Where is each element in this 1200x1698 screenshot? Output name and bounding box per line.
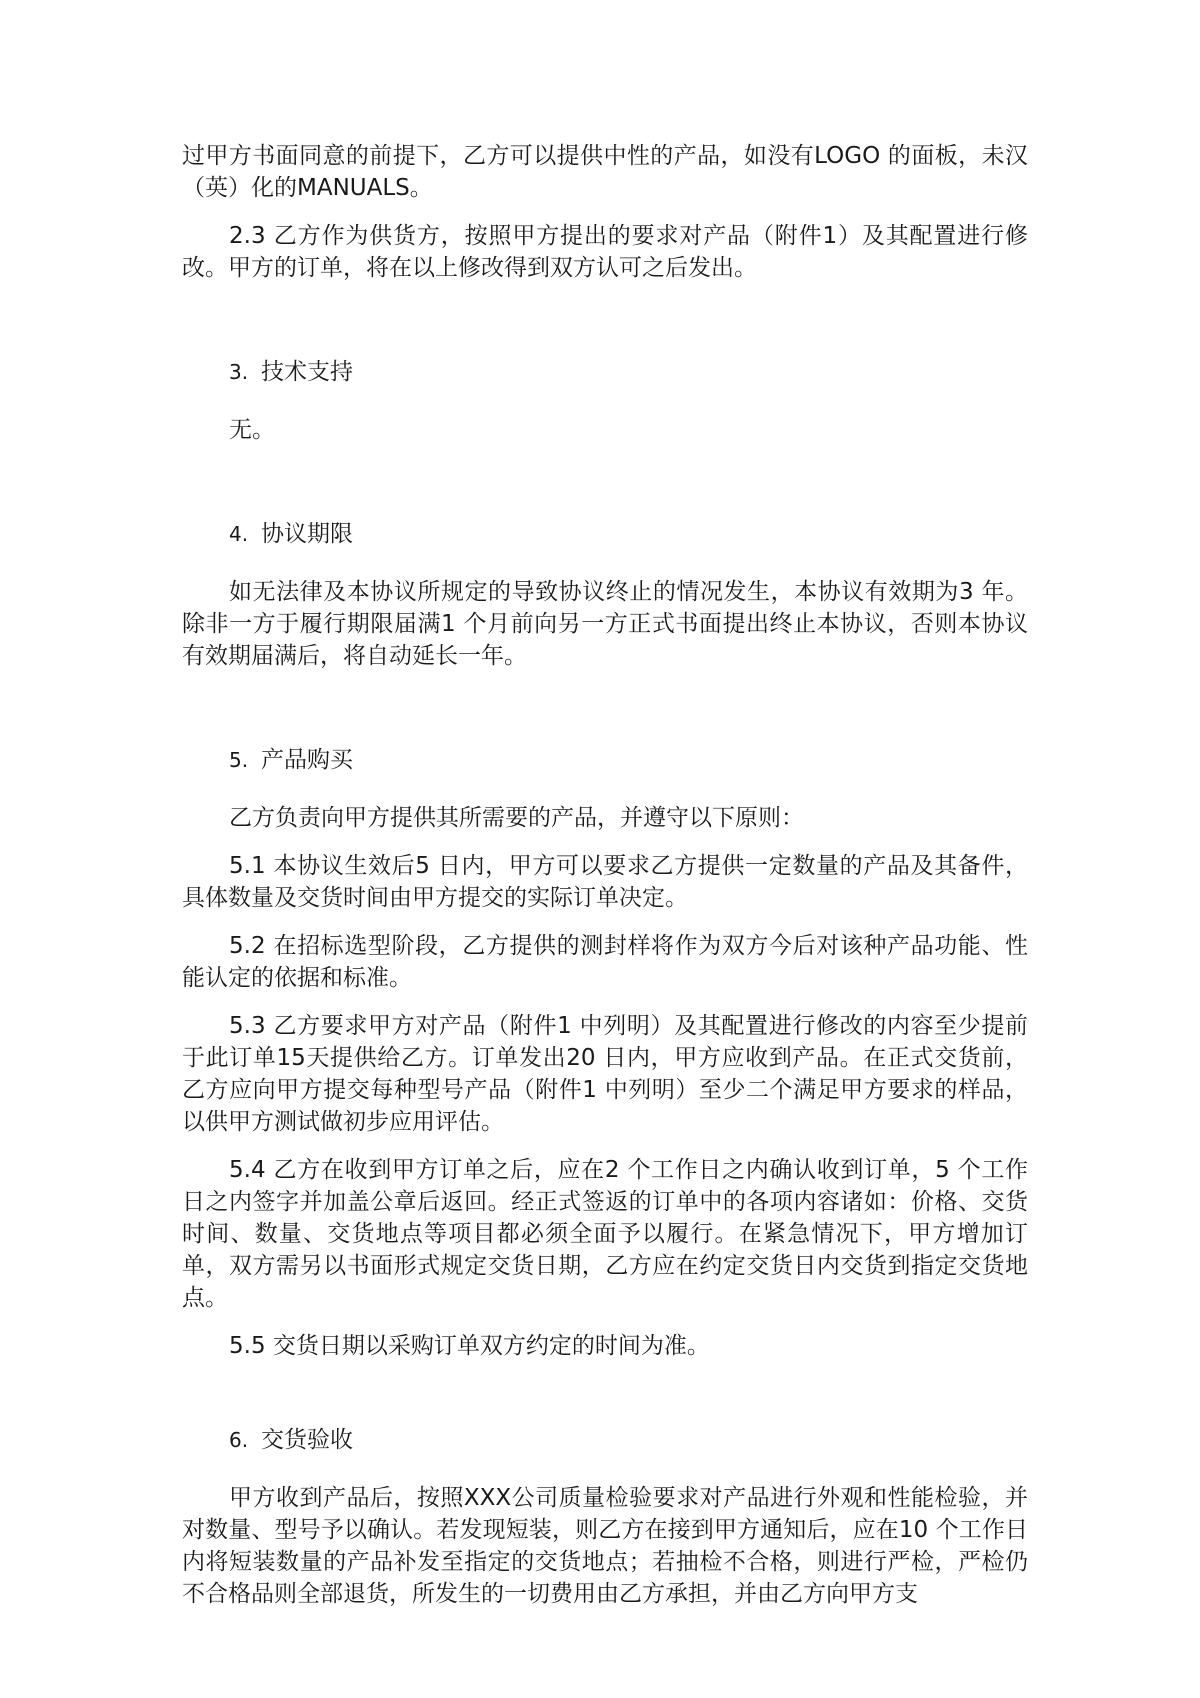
clause-5-5: 5.5 交货日期以采购订单双方约定的时间为准。 bbox=[229, 1333, 710, 1359]
section-number: 5. bbox=[229, 748, 249, 772]
clause-2-3: 2.3 乙方作为供货方，按照甲方提出的要求对产品（附件1）及其配置进行修改。甲方的订单，将在以上修改得到双方认可之后发出。 bbox=[182, 223, 1028, 281]
spacer bbox=[182, 1378, 1028, 1424]
section-4-body: 如无法律及本协议所规定的导致协议终止的情况发生，本协议有效期为3 年。除非一方于履行期限届满1 个月前向另一方正式书面提出终止本协议，否则本协议有效期届满后，将自动延长一年。 bbox=[182, 579, 1028, 669]
section-number: 6. bbox=[229, 1428, 249, 1452]
section-title: 技术支持 bbox=[261, 359, 353, 385]
clause-5-3: 5.3 乙方要求甲方对产品（附件1 中列明）及其配置进行修改的内容至少提前于此订单15天提供给乙方。订单发出20 日内，甲方应收到产品。在正式交货前，乙方应向甲方提交每种型号产品（附件1 中列明）至少二个满足甲方要求的样品，以供甲方测试做初步应用评估。 bbox=[182, 1013, 1028, 1135]
section-title: 协议期限 bbox=[261, 521, 353, 547]
section-title: 产品购买 bbox=[261, 747, 353, 773]
clause-5-4: 5.4 乙方在收到甲方订单之后，应在2 个工作日之内确认收到订单，5 个工作日之内签字并加盖公章后返回。经正式签返的订单中的各项内容诸如：价格、交货时间、数量、交货地点等项目都必须全面予以履行。在紧急情况下，甲方增加订单，双方需另以书面形式规定交货日期，乙方应在约定交货日内交货到指定交货地点。 bbox=[182, 1157, 1028, 1311]
section-3-body: 无。 bbox=[229, 417, 275, 443]
intro-paragraph-1: 过甲方书面同意的前提下，乙方可以提供中性的产品，如没有LOGO 的面板，未汉（英）化的MANUALS。 bbox=[182, 143, 1028, 201]
spacer bbox=[182, 688, 1028, 744]
section-5-heading bbox=[182, 744, 1028, 776]
clause-5-1: 5.1 本协议生效后5 日内，甲方可以要求乙方提供一定数量的产品及其备件，具体数量及交货时间由甲方提交的实际订单决定。 bbox=[182, 853, 1028, 911]
section-number: 4. bbox=[229, 522, 249, 546]
section-5-intro: 乙方负责向甲方提供其所需要的产品，并遵守以下原则： bbox=[229, 805, 804, 831]
clause-5-2: 5.2 在招标选型阶段，乙方提供的测封样将作为双方今后对该种产品功能、性能认定的依据和标准。 bbox=[182, 933, 1028, 991]
section-4-heading bbox=[182, 518, 1028, 550]
section-6-heading bbox=[182, 1424, 1028, 1456]
spacer bbox=[182, 462, 1028, 518]
section-number: 3. bbox=[229, 360, 249, 384]
document-body bbox=[182, 140, 1028, 1626]
section-6-body: 甲方收到产品后，按照XXX公司质量检验要求对产品进行外观和性能检验，并对数量、型号予以确认。若发现短装，则乙方在接到甲方通知后，应在10 个工作日内将短装数量的产品补发至指定的交货地点；若抽检不合格，则进行严检，严检仍不合格品则全部退货，所发生的一切费用由乙方承担，并由乙方向甲方支 bbox=[182, 1485, 1028, 1607]
spacer bbox=[182, 300, 1028, 356]
section-3-heading bbox=[182, 356, 1028, 388]
section-title: 交货验收 bbox=[261, 1427, 353, 1453]
